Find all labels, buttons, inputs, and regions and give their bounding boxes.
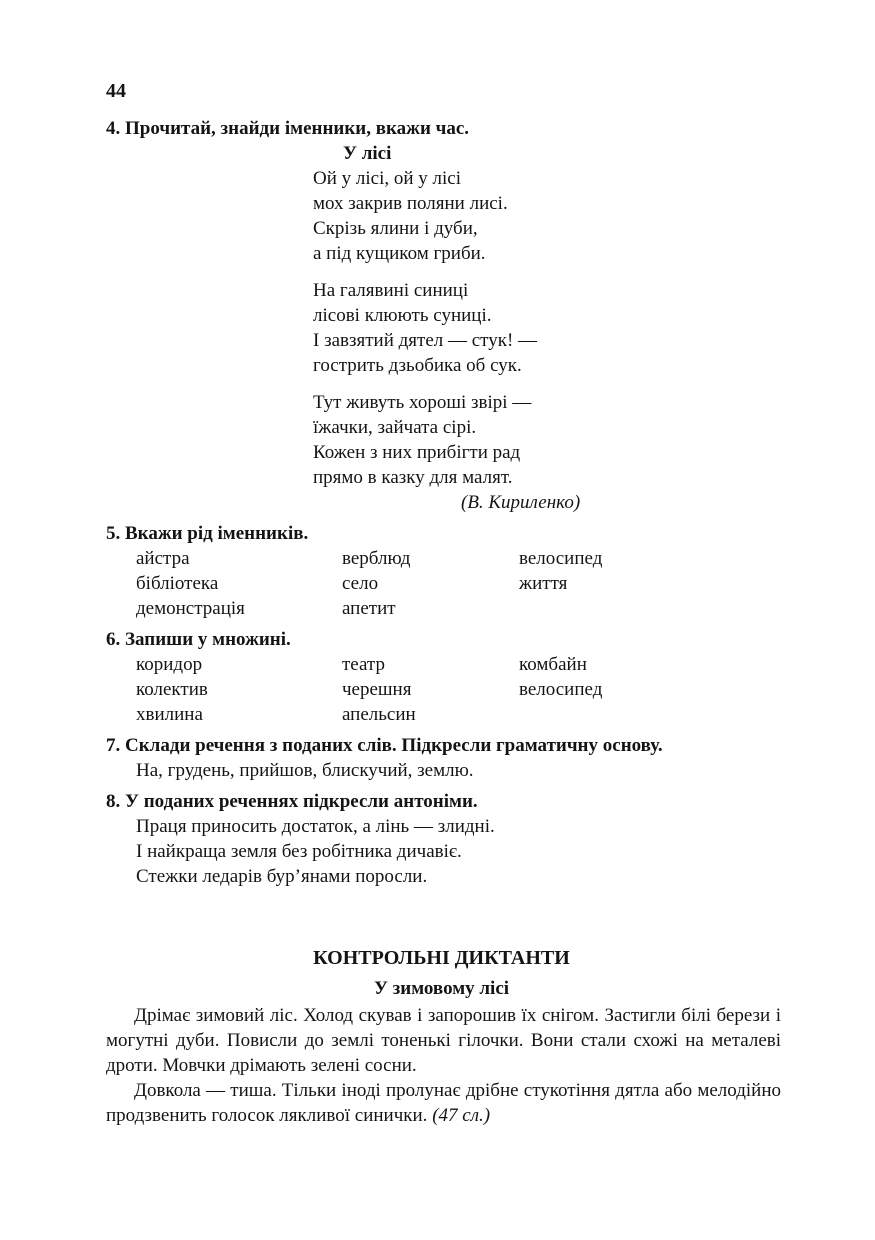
poem-line: І завзятий дятел — стук! —: [313, 330, 538, 351]
word-cell: апельсин: [342, 704, 416, 725]
word-cell: театр: [342, 654, 385, 675]
section-title: КОНТРОЛЬНІ ДИКТАНТИ: [313, 947, 570, 969]
dictation-paragraph-text: Довкола — тиша. Тільки іноді пролунає дрібне стукотіння дятла або мелодійно продзвенить голосок лякливої синички.: [106, 1080, 781, 1126]
poem-title: У лісі: [343, 143, 392, 164]
word-cell: айстра: [136, 548, 190, 569]
word-cell: бібліотека: [136, 573, 219, 594]
word-cell: демонстрація: [136, 598, 245, 619]
poem-line: Кожен з них прибігти рад: [313, 442, 521, 463]
task8-heading: 8. У поданих реченнях підкресли антоніми.: [106, 791, 478, 812]
word-cell: велосипед: [519, 679, 603, 700]
word-cell: село: [342, 573, 379, 594]
word-cell: велосипед: [519, 548, 603, 569]
word-count: (47 сл.): [432, 1105, 491, 1126]
task8-line: Праця приносить достаток, а лінь — злидні.: [136, 816, 495, 837]
task7-text: На, грудень, прийшов, блискучий, землю.: [136, 760, 474, 781]
word-cell: верблюд: [342, 548, 411, 569]
poem-line: Тут живуть хороші звірі —: [313, 392, 532, 413]
word-cell: колектив: [136, 679, 208, 700]
poem-line: Скрізь ялини і дуби,: [313, 218, 478, 239]
poem-line: прямо в казку для малят.: [313, 467, 513, 488]
word-cell: апетит: [342, 598, 396, 619]
task8-line: І найкраща земля без робітника дичавіє.: [136, 841, 462, 862]
task8-line: Стежки ледарів бур’янами поросли.: [136, 866, 428, 887]
dictation-title: У зимовому лісі: [373, 978, 510, 999]
task6-heading: 6. Запиши у множині.: [106, 629, 291, 650]
poem-author: (В. Кириленко): [461, 492, 581, 513]
poem-line: а під кущиком гриби.: [313, 243, 486, 264]
task7-heading: 7. Склади речення з поданих слів. Підкресли граматичну основу.: [106, 735, 663, 756]
poem-line: мох закрив поляни лисі.: [313, 193, 508, 214]
poem-line: їжачки, зайчата сірі.: [313, 417, 477, 438]
word-cell: черешня: [342, 679, 412, 700]
dictation-text: [106, 1003, 781, 1128]
dictation-paragraph: [106, 1078, 781, 1128]
word-cell: коридор: [136, 654, 203, 675]
word-cell: життя: [519, 573, 568, 594]
poem-line: Ой у лісі, ой у лісі: [313, 168, 462, 189]
poem-line: На галявині синиці: [313, 280, 469, 301]
task5-heading: 5. Вкажи рід іменників.: [106, 523, 309, 544]
dictation-paragraph: Дрімає зимовий ліс. Холод скував і запорошив їх снігом. Застигли білі берези і могутні дуби. Повисли до землі тоненькі гілочки. Вони стали схожі на металеві дроти. Мовчки дрімають зелені сосни.: [106, 1005, 781, 1076]
word-cell: хвилина: [136, 704, 203, 725]
page-number: 44: [106, 80, 126, 102]
poem-line: гострить дзьобика об сук.: [313, 355, 522, 376]
poem-line: лісові клюють суниці.: [313, 305, 492, 326]
word-cell: комбайн: [519, 654, 587, 675]
task4-heading: 4. Прочитай, знайди іменники, вкажи час.: [106, 118, 470, 139]
